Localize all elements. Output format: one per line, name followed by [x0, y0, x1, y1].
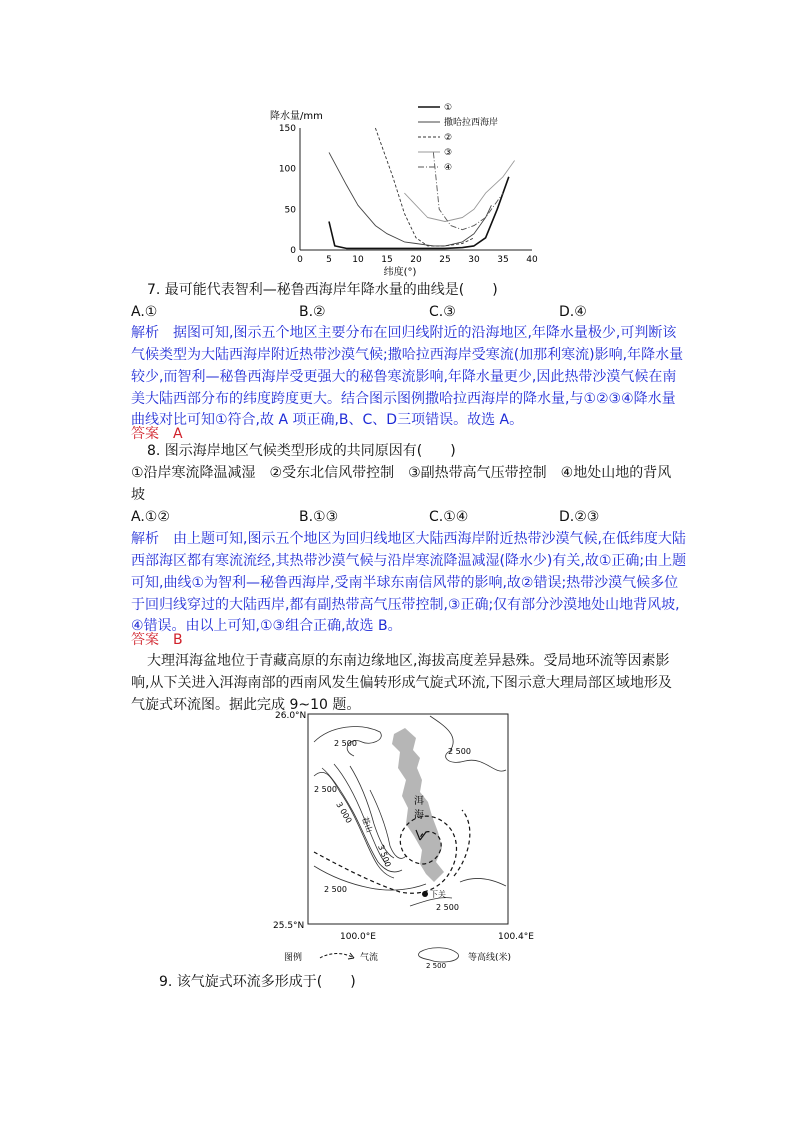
chart-legend	[418, 103, 498, 173]
series-line-4	[404, 161, 514, 222]
q8-option-d[interactable]: D.②③	[559, 509, 600, 525]
q8-option-c[interactable]: C.①④	[429, 509, 469, 525]
y-ticks	[279, 124, 296, 256]
intro-line-1: 大理洱海盆地位于青藏高原的东南边缘地区,海拔高度差异悬殊。受局地环流等因素影	[147, 653, 670, 669]
q8-analysis-5: ④错误。由以上可知,①③组合正确,故选 B。	[131, 618, 402, 634]
lon-right-label: 100.4°E	[498, 932, 534, 942]
legend-contour-icon	[418, 948, 458, 962]
svg-text:2 500: 2 500	[324, 885, 347, 894]
lake-label-1: 洱	[414, 796, 424, 807]
x-tick-label: 10	[352, 255, 364, 265]
x-tick-label: 30	[468, 255, 480, 265]
lake-label-2: 海	[414, 810, 424, 821]
y-tick-label: 0	[290, 246, 296, 256]
legend-flow-icon	[320, 954, 354, 959]
y-tick-label: 100	[278, 164, 296, 175]
svg-text:2 500: 2 500	[448, 747, 471, 756]
q9-stem: 9. 该气旋式环流多形成于( )	[159, 974, 356, 990]
q7-analysis-2: 气候类型为大陆西海岸附近热带沙漠气候;撒哈拉西海岸受寒流(加那利寒流)影响,年降水量	[131, 347, 684, 363]
legend-label: ①	[444, 103, 453, 113]
q8-analysis-4: 于回归线穿过的大陆西岸,都有副热带高气压带控制,③正确;仅有部分沙漠地处山地背风坡,	[131, 597, 680, 613]
lat-bottom-label: 25.5°N	[273, 921, 305, 931]
q8-analysis-1: 解析 由上题可知,图示五个地区为回归线地区大陆西海岸附近热带沙漠气候,在低纬度大陆	[131, 531, 686, 547]
legend-flow: 气流	[360, 953, 379, 963]
q7-stem: 7. 最可能代表智利—秘鲁西海岸年降水量的曲线是( )	[147, 282, 498, 298]
q7-option-d[interactable]: D.④	[559, 304, 587, 320]
q7-option-c[interactable]: C.③	[429, 304, 456, 320]
precipitation-chart	[260, 95, 560, 280]
legend-title: 图例	[284, 953, 303, 963]
cyclonic-airflow	[314, 810, 470, 893]
legend-label: 撒哈拉西海岸	[444, 118, 499, 128]
xiaguan-label: 下关	[430, 890, 446, 899]
intro-line-2: 响,从下关进入洱海南部的西南风发生偏转形成气旋式环流,下图示意大理局部区域地形及	[131, 675, 672, 691]
q7-analysis-3: 较少,而智利—秘鲁西海岸受更强大的秘鲁寒流影响,年降水量更少,因此热带沙漠气候在南	[131, 369, 677, 385]
q7-analysis-5: 曲线对比可知①符合,故 A 项正确,B、C、D三项错误。故选 A。	[131, 412, 524, 428]
intro-line-3: 气旋式环流图。据此完成 9~10 题。	[131, 697, 361, 713]
y-tick-label: 50	[284, 205, 296, 216]
q8-analysis-3: 可知,曲线①为智利—秘鲁西海岸,受南半球东南信风带的影响,故②错误;热带沙漠气候多位	[131, 575, 679, 591]
chart-ylabel: 降水量/mm	[270, 111, 323, 122]
x-tick-label: 25	[439, 255, 451, 265]
svg-text:3 500: 3 500	[376, 843, 393, 869]
q8-items-line2: 坡	[131, 487, 145, 503]
cangshan-label: 苍山	[360, 815, 375, 834]
q8-option-a[interactable]: A.①②	[131, 509, 170, 525]
series-line-1	[329, 177, 509, 249]
q7-analysis-1: 解析 据图可知,图示五个地区主要分布在回归线附近的沿海地区,年降水量极少,可判断该	[131, 325, 677, 341]
q7-option-a[interactable]: A.①	[131, 304, 158, 320]
x-ticks	[297, 255, 538, 265]
legend-label: ④	[444, 163, 453, 173]
lat-top-label: 26.0°N	[275, 711, 307, 721]
x-tick-label: 35	[497, 255, 509, 265]
q8-stem: 8. 图示海岸地区气候类型形成的共同原因有( )	[147, 443, 456, 459]
x-tick-label: 20	[410, 255, 422, 265]
erhai-map	[270, 706, 540, 968]
x-tick-label: 15	[381, 255, 393, 265]
q7-answer: 答案 A	[131, 426, 183, 442]
legend-contour-value: 2 500	[426, 962, 447, 968]
legend-contour: 等高线(米)	[468, 953, 512, 963]
series-line-3	[375, 128, 474, 246]
q8-analysis-2: 西部海区都有寒流流经,其热带沙漠气候与沿岸寒流降温减湿(降水少)有关,故①正确;由上题	[131, 553, 687, 569]
x-tick-label: 5	[326, 255, 332, 265]
xiaguan-dot	[422, 891, 428, 897]
q8-items-line1: ①沿岸寒流降温减湿 ②受东北信风带控制 ③副热带高气压带控制 ④地处山地的背风	[131, 465, 672, 481]
q8-answer: 答案 B	[131, 632, 183, 648]
svg-text:2 500: 2 500	[334, 739, 357, 748]
x-tick-label: 40	[526, 255, 538, 265]
legend-label: ②	[444, 133, 453, 143]
svg-text:2 500: 2 500	[436, 903, 459, 912]
q8-option-b[interactable]: B.①③	[299, 509, 339, 525]
q7-analysis-4: 美大陆西部分布的纬度跨度更大。结合图示图例撒哈拉西海岸的降水量,与①②③④降水量	[131, 391, 676, 407]
contour-labels	[314, 739, 471, 912]
svg-text:2 500: 2 500	[314, 785, 337, 794]
y-axis	[300, 128, 532, 250]
x-tick-label: 0	[297, 255, 303, 265]
q7-option-b[interactable]: B.②	[299, 304, 326, 320]
chart-series	[329, 128, 515, 248]
legend-label: ③	[444, 148, 453, 158]
chart-xlabel: 纬度(°)	[383, 267, 417, 278]
lon-left-label: 100.0°E	[340, 932, 376, 942]
y-tick-label: 150	[278, 124, 296, 134]
svg-text:3 000: 3 000	[334, 800, 354, 825]
